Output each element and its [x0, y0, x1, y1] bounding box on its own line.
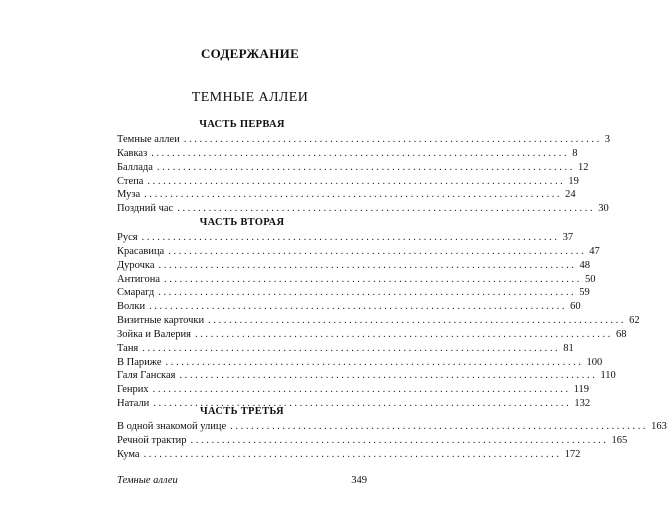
toc-entry	[117, 369, 616, 383]
toc-leader-dots: ................................................................................	[230, 421, 649, 432]
toc-entry	[117, 147, 578, 161]
toc-entry-page: 60	[570, 301, 581, 313]
toc-entry-page: 110	[600, 370, 616, 382]
toc-list	[117, 231, 640, 411]
toc-entry	[117, 133, 611, 147]
toc-leader-dots: ................................................................................	[177, 203, 596, 215]
toc-entry	[117, 383, 590, 397]
toc-entry-title: Кавказ	[117, 147, 148, 159]
toc-entry-title: Темные аллеи	[117, 134, 180, 145]
toc-leader-dots: ................................................................................	[190, 434, 609, 446]
toc-entry	[117, 314, 640, 328]
toc-leader-dots: ................................................................................	[165, 356, 584, 368]
toc-entry	[117, 286, 590, 300]
toc-entry	[117, 202, 609, 216]
toc-entry	[117, 273, 596, 287]
toc-entry-page: 100	[586, 356, 603, 368]
toc-entry	[117, 175, 579, 189]
toc-leader-dots: ................................................................................	[144, 189, 563, 201]
toc-leader-dots: ................................................................................	[163, 273, 582, 285]
toc-entry-page: 68	[615, 328, 627, 340]
page-number: 349	[351, 475, 367, 486]
toc-entry-title: Натали	[117, 398, 150, 410]
toc-entry-title: Красавица	[117, 245, 165, 257]
toc-entry-page: 48	[579, 259, 591, 271]
toc-leader-dots: ................................................................................	[152, 384, 571, 396]
toc-entry-page: 172	[564, 448, 581, 460]
toc-leader-dots: ................................................................................	[158, 287, 577, 299]
toc-entry	[117, 231, 574, 245]
toc-entry-title: Поздний час	[117, 203, 174, 215]
toc-entry-page: 132	[574, 398, 591, 410]
toc-entry-page: 50	[584, 273, 596, 285]
toc-entry-page: 24	[565, 189, 576, 201]
toc-entry-page: 47	[589, 245, 600, 257]
toc-leader-dots: ................................................................................	[183, 134, 602, 145]
toc-leader-dots: ................................................................................	[149, 301, 568, 313]
toc-entry-title: Зойка и Валерия	[117, 328, 191, 340]
toc-entry-title: Генрих	[117, 384, 149, 396]
toc-section-part-one	[117, 117, 611, 216]
contents-title: СОДЕРЖАНИЕ	[200, 46, 300, 61]
toc-entry-page: 30	[598, 203, 609, 215]
toc-entry-page: 62	[629, 315, 640, 327]
toc-entry	[117, 259, 591, 273]
toc-leader-dots: ................................................................................	[208, 315, 627, 327]
toc-entry-title: Руся	[117, 232, 138, 243]
toc-entry-title: Антигона	[117, 273, 160, 285]
section-title: ЧАСТЬ ВТОРАЯ	[199, 217, 285, 228]
toc-entry	[117, 342, 574, 356]
toc-entry-title: В одной знакомой улице	[117, 421, 227, 432]
toc-entry-title: Степа	[117, 175, 144, 187]
toc-leader-dots: ................................................................................	[141, 232, 560, 243]
toc-entry	[117, 328, 627, 342]
toc-entry-title: Речной трактир	[117, 434, 187, 446]
toc-entry	[117, 448, 581, 462]
toc-entry-title: В Париже	[117, 356, 162, 368]
toc-entry-page: 59	[579, 287, 590, 299]
toc-leader-dots: ................................................................................	[168, 245, 587, 257]
toc-entry-page: 163	[651, 421, 667, 432]
toc-leader-dots: ................................................................................	[156, 161, 575, 173]
toc-entry-title: Кума	[117, 448, 140, 460]
toc-entry-page: 3	[604, 134, 611, 145]
toc-entry-title: Таня	[117, 342, 139, 354]
toc-section-part-two	[117, 215, 640, 411]
toc-entry-title: Смарагд	[117, 287, 155, 299]
toc-entry-title: Галя Ганская	[117, 370, 176, 382]
toc-entry	[117, 188, 576, 202]
toc-list	[117, 420, 667, 462]
book-title: ТЕМНЫЕ АЛЛЕИ	[191, 90, 309, 105]
toc-entry-page: 19	[568, 175, 579, 187]
section-title: ЧАСТЬ ТРЕТЬЯ	[200, 406, 284, 417]
toc-entry	[117, 420, 667, 434]
toc-entry-page: 12	[577, 161, 589, 173]
toc-entry-page: 119	[573, 384, 590, 396]
toc-leader-dots: ................................................................................	[143, 448, 562, 460]
toc-list	[117, 133, 611, 216]
toc-entry	[117, 434, 628, 448]
toc-entry	[117, 245, 600, 259]
toc-leader-dots: ................................................................................	[142, 342, 561, 354]
toc-entry-page: 165	[611, 434, 628, 446]
toc-entry-title: Баллада	[117, 161, 153, 173]
toc-entry-title: Дурочка	[117, 259, 155, 271]
toc-entry-page: 81	[563, 342, 574, 354]
toc-entry-title: Муза	[117, 189, 141, 201]
toc-entry	[117, 161, 589, 175]
toc-leader-dots: ................................................................................	[158, 259, 577, 271]
toc-leader-dots: ................................................................................	[179, 370, 598, 382]
toc-entry-title: Волки	[117, 301, 146, 313]
toc-leader-dots: ................................................................................	[151, 147, 570, 159]
toc-leader-dots: ................................................................................	[147, 175, 566, 187]
toc-entry-title: Визитные карточки	[117, 315, 205, 327]
toc-entry-page: 8	[572, 147, 578, 159]
toc-leader-dots: ................................................................................	[194, 328, 613, 340]
toc-leader-dots: ................................................................................	[153, 398, 572, 410]
toc-entry	[117, 300, 581, 314]
toc-entry	[117, 356, 603, 370]
toc-entry-page: 37	[562, 232, 574, 243]
section-title: ЧАСТЬ ПЕРВАЯ	[199, 119, 285, 130]
running-title: Темные аллеи	[117, 475, 178, 486]
